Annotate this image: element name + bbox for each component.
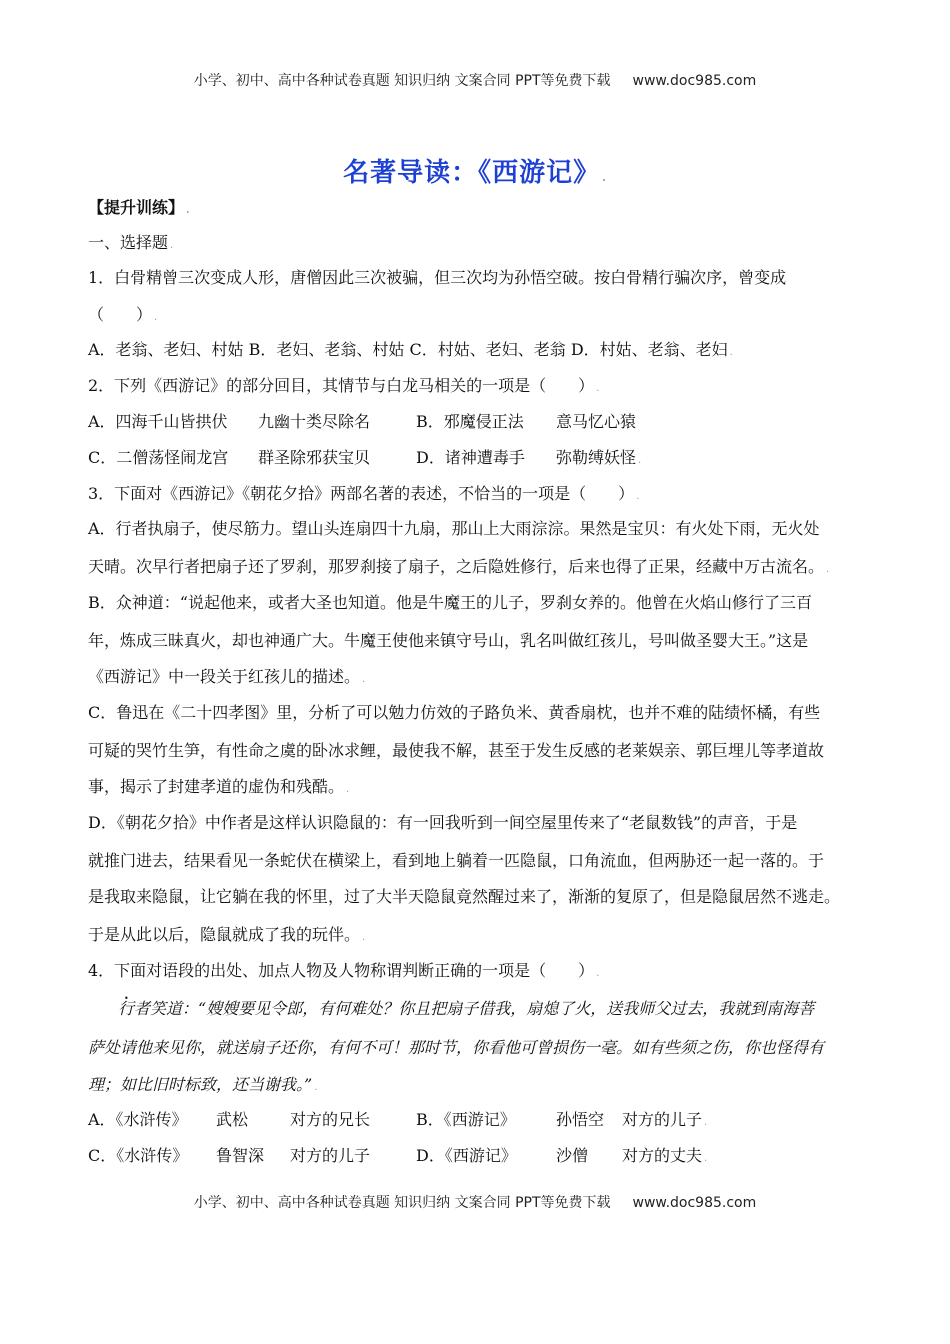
- q4-quote-line3: 理；如比旧时标致，还当谢我。” .: [88, 1075, 318, 1094]
- q3-option-b-line3: 《西游记》中一段关于红孩儿的描述。 .: [88, 667, 366, 686]
- q2-option-a-part1: A．四海千山皆拱伏: [88, 412, 228, 431]
- q3-option-d-line4: 于是从此以后，隐鼠就成了我的玩伴。 .: [88, 925, 366, 944]
- q4-option-a-source: A．《水浒传》: [88, 1110, 188, 1129]
- q3-option-a-line1: A．行者执扇子，使尽筋力。望山头连扇四十九扇，那山上大雨淙淙。果然是宝贝：有火处下雨，无火处: [88, 519, 820, 538]
- q1-paren: （ ） .: [88, 305, 158, 324]
- footer-url[interactable]: www.doc985.com: [632, 1195, 757, 1211]
- page-header: [0, 70, 950, 90]
- q4-option-b-source: B．《西游记》: [416, 1110, 516, 1129]
- q4-option-c-relation: 对方的儿子: [290, 1146, 371, 1165]
- q1-stem: 1．白骨精曾三次变成人形，唐僧因此三次被骗，但三次均为孙悟空破。按白骨精行骗次序，曾变成: [88, 268, 787, 287]
- q4-quote-line2: 萨处请他来见你，就送扇子还你，有何不可！那时节，你看他可曾损伤一毫。如有些须之伤，你也怪得有: [88, 1038, 825, 1057]
- q3-option-d-line2: 就推门进去，结果看见一条蛇伏在横梁上，看到地上躺着一匹隐鼠，口角流血，但两胁还一起一落的。于: [88, 851, 825, 870]
- q3-option-c-line3: 事，揭示了封建孝道的虚伪和残酷。 .: [88, 777, 350, 796]
- page-title: 名著导读：《西游记》 .: [343, 158, 607, 188]
- q3-option-d-line3: 是我取来隐鼠，让它躺在我的怀里，过了大半天隐鼠竟然醒过来了，渐渐的复原了，但是隐鼠居然不逃走。: [88, 887, 841, 906]
- section-heading: 【提升训练】 .: [88, 198, 190, 217]
- q4-option-b-relation: 对方的儿子 .: [622, 1110, 708, 1129]
- part-heading: 一、选择题 .: [88, 233, 174, 252]
- q2-option-d-part2: 弥勒缚妖怪 .: [556, 448, 642, 467]
- q4-stem: 4．下面对语段的出处、加点人物及人物称谓判断正确的一项是（ ） .: [88, 961, 600, 980]
- q2-option-b-part1: B．邪魔侵正法: [416, 412, 524, 431]
- q4-option-d-person: 沙僧: [556, 1146, 589, 1165]
- q2-stem: 2．下列《西游记》的部分回目，其情节与白龙马相关的一项是（ ） .: [88, 376, 600, 395]
- q3-option-c-line2: 可疑的哭竹生笋，有性命之虞的卧冰求鲤，最使我不解，甚至于发生反感的老莱娱亲、郭巨埋儿等孝道故: [88, 741, 825, 760]
- q4-option-a-person: 武松: [216, 1110, 249, 1129]
- q3-option-c-line1: C．鲁迅在《二十四孝图》里，分析了可以勉力仿效的子路负米、黄香扇枕，也并不难的陆绩怀橘，有些: [88, 703, 821, 722]
- q2-option-d-part1: D．诸神遭毒手: [416, 448, 525, 467]
- q3-option-b-line2: 年，炼成三昧真火，却也神通广大。牛魔王使他来镇守号山，乳名叫做红孩儿，号叫做圣婴大王。”这是: [88, 631, 809, 650]
- q3-option-a-line2: 天晴。次早行者把扇子还了罗刹，那罗刹接了扇子，之后隐姓修行，后来也得了正果，经藏中万古流名。 .: [88, 557, 830, 576]
- emphasized-person: 行者: [118, 999, 151, 1018]
- q2-option-b-part2: 意马忆心猿: [556, 412, 637, 431]
- q4-option-b-person: 孙悟空: [556, 1110, 605, 1129]
- q3-option-b-line1: B．众神道：“说起他来，或者大圣也知道。他是牛魔王的儿子，罗刹女养的。他曾在火焰山修行了三百: [88, 593, 812, 612]
- q4-option-d-relation: 对方的丈夫 .: [622, 1146, 708, 1165]
- q4-option-a-relation: 对方的兄长: [290, 1110, 371, 1129]
- q4-option-c-person: 鲁智深: [216, 1146, 265, 1165]
- q1-options: A．老翁、老妇、村姑 B．老妇、老翁、村姑 C．村姑、老妇、老翁 D．村姑、老翁、老妇 .: [88, 340, 733, 359]
- header-text: 小学、初中、高中各种试卷真题 知识归纳 文案合同 PPT等免费下载: [193, 73, 611, 89]
- q3-option-d-line1: D．《朝花夕拾》中作者是这样认识隐鼠的：有一回我听到一间空屋里传来了“老鼠数钱”的声音，于是: [88, 813, 798, 832]
- header-url[interactable]: www.doc985.com: [632, 73, 757, 89]
- page-footer: [0, 1192, 950, 1212]
- q3-stem: 3．下面对《西游记》《朝花夕拾》两部名著的表述，不恰当的一项是（ ） .: [88, 484, 640, 503]
- q2-option-c-part1: C．二僧荡怪闹龙宫: [88, 448, 229, 467]
- q2-option-a-part2: 九幽十类尽除名: [258, 412, 371, 431]
- q4-option-c-source: C．《水浒传》: [88, 1146, 189, 1165]
- q4-quote-line1: 行者笑道：“嫂嫂要见令郎，有何难处？你且把扇子借我，扇熄了火，送我师父过去，我就到南海菩: [118, 999, 815, 1018]
- footer-text: 小学、初中、高中各种试卷真题 知识归纳 文案合同 PPT等免费下载: [193, 1195, 611, 1211]
- q4-option-d-source: D．《西游记》: [416, 1146, 517, 1165]
- q2-option-c-part2: 群圣除邪获宝贝: [258, 448, 371, 467]
